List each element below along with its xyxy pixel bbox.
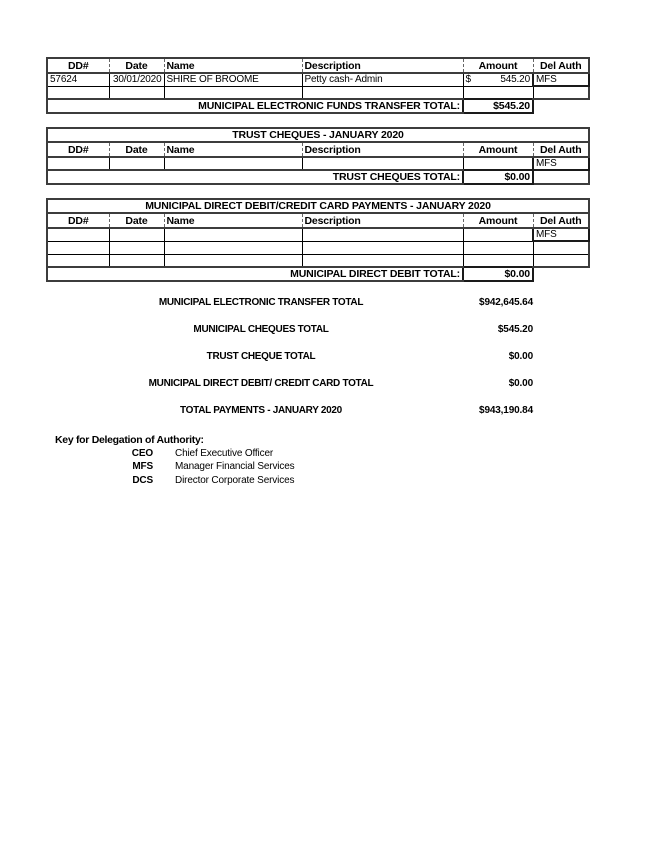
cell-del-auth — [533, 254, 589, 267]
column-header-date: Date — [109, 213, 164, 228]
cell-amount — [463, 86, 533, 99]
column-header-name: Name — [164, 142, 302, 157]
key-meaning: Director Corporate Services — [175, 475, 295, 486]
summary-row — [0, 378, 652, 391]
column-header-name: Name — [164, 58, 302, 73]
key-entry — [0, 448, 652, 461]
cell-ddnum — [47, 228, 109, 241]
summary-value: $942,645.64 — [479, 297, 533, 308]
table-total-row — [47, 267, 589, 281]
column-header-ddnum: DD# — [47, 58, 109, 73]
cell-description — [302, 86, 463, 99]
direct-debit-total-label: MUNICIPAL DIRECT DEBIT TOTAL: — [47, 267, 463, 281]
cell-name — [164, 86, 302, 99]
cell-name — [164, 157, 302, 170]
cell-amount — [463, 73, 533, 86]
table-header-row — [47, 213, 589, 228]
trust-cheques-title: TRUST CHEQUES - JANUARY 2020 — [47, 128, 589, 142]
cell-ddnum — [47, 157, 109, 170]
table-title-row — [47, 199, 589, 213]
cell-del-auth: MFS — [533, 228, 589, 241]
summary-label: MUNICIPAL CHEQUES TOTAL — [193, 324, 329, 335]
cell-amount — [463, 157, 533, 170]
summary-value: $943,190.84 — [479, 405, 533, 416]
cell-description — [302, 241, 463, 254]
column-header-description: Description — [302, 213, 463, 228]
column-header-description: Description — [302, 58, 463, 73]
summary-label: MUNICIPAL ELECTRONIC TRANSFER TOTAL — [158, 297, 364, 308]
column-header-name: Name — [164, 213, 302, 228]
cell-ddnum — [47, 254, 109, 267]
column-header-ddnum: DD# — [47, 142, 109, 157]
summary-value: $0.00 — [508, 378, 533, 389]
amount-value: 545.20 — [500, 74, 530, 86]
cell-date — [109, 241, 164, 254]
summary-row — [0, 297, 652, 310]
column-header-date: Date — [109, 58, 164, 73]
table-title-row — [47, 128, 589, 142]
key-entry — [0, 475, 652, 488]
municipal-eft-table — [46, 57, 590, 114]
cell-description — [302, 228, 463, 241]
key-title: Key for Delegation of Authority: — [55, 434, 204, 446]
trust-total-label: TRUST CHEQUES TOTAL: — [47, 170, 463, 184]
cell-description — [302, 157, 463, 170]
summary-row — [0, 324, 652, 337]
table-row — [47, 157, 589, 170]
table-row-empty — [47, 254, 589, 267]
cell-date: 30/01/2020 — [109, 73, 164, 86]
direct-debit-total-value: $0.00 — [463, 267, 533, 281]
column-header-description: Description — [302, 142, 463, 157]
table-header-row — [47, 58, 589, 73]
eft-total-label: MUNICIPAL ELECTRONIC FUNDS TRANSFER TOTAL: — [47, 99, 463, 113]
cell-name — [164, 228, 302, 241]
table-total-row — [47, 170, 589, 184]
direct-debit-title: MUNICIPAL DIRECT DEBIT/CREDIT CARD PAYMENTS - JANUARY 2020 — [47, 199, 589, 213]
column-header-del-auth: Del Auth — [533, 213, 589, 228]
table-header-row — [47, 142, 589, 157]
direct-debit-table — [46, 198, 590, 282]
cell-date — [109, 254, 164, 267]
eft-total-value: $545.20 — [463, 99, 533, 113]
cell-date — [109, 228, 164, 241]
column-header-del-auth: Del Auth — [533, 58, 589, 73]
trust-cheques-table — [46, 127, 590, 185]
cell-amount — [463, 254, 533, 267]
column-header-amount: Amount — [463, 58, 533, 73]
cell-del-auth: MFS — [533, 157, 589, 170]
summary-label: MUNICIPAL DIRECT DEBIT/ CREDIT CARD TOTAL — [148, 378, 374, 389]
trust-total-value: $0.00 — [463, 170, 533, 184]
summary-value: $545.20 — [497, 324, 533, 335]
table-row-empty — [47, 241, 589, 254]
column-header-amount: Amount — [463, 142, 533, 157]
key-abbr: CEO — [131, 448, 153, 459]
currency-symbol: $ — [465, 74, 471, 86]
cell-ddnum — [47, 241, 109, 254]
key-meaning: Chief Executive Officer — [175, 448, 274, 459]
cell-amount — [463, 241, 533, 254]
summary-value: $0.00 — [508, 351, 533, 362]
cell-del-auth — [533, 241, 589, 254]
cell-outside — [533, 267, 589, 281]
key-entry — [0, 461, 652, 474]
column-header-date: Date — [109, 142, 164, 157]
cell-del-auth — [533, 170, 589, 184]
cell-ddnum: 57624 — [47, 73, 109, 86]
key-abbr: DCS — [132, 475, 153, 486]
cell-name — [164, 254, 302, 267]
cell-description: Petty cash- Admin — [302, 73, 463, 86]
table-total-row — [47, 99, 589, 113]
table-row-empty — [47, 86, 589, 99]
column-header-del-auth: Del Auth — [533, 142, 589, 157]
key-meaning: Manager Financial Services — [175, 461, 295, 472]
cell-date — [109, 86, 164, 99]
cell-del-auth — [533, 86, 589, 99]
cell-description — [302, 254, 463, 267]
cell-ddnum — [47, 86, 109, 99]
cell-name — [164, 241, 302, 254]
table-row — [47, 73, 589, 86]
key-abbr: MFS — [132, 461, 153, 472]
cell-date — [109, 157, 164, 170]
cell-outside — [533, 99, 589, 113]
summary-label: TOTAL PAYMENTS - JANUARY 2020 — [180, 405, 342, 416]
cell-del-auth: MFS — [533, 73, 589, 86]
summary-label: TRUST CHEQUE TOTAL — [206, 351, 316, 362]
column-header-amount: Amount — [463, 213, 533, 228]
cell-amount — [463, 228, 533, 241]
table-row — [47, 228, 589, 241]
cell-name: SHIRE OF BROOME — [164, 73, 302, 86]
summary-row — [0, 405, 652, 418]
summary-row — [0, 351, 652, 364]
column-header-ddnum: DD# — [47, 213, 109, 228]
